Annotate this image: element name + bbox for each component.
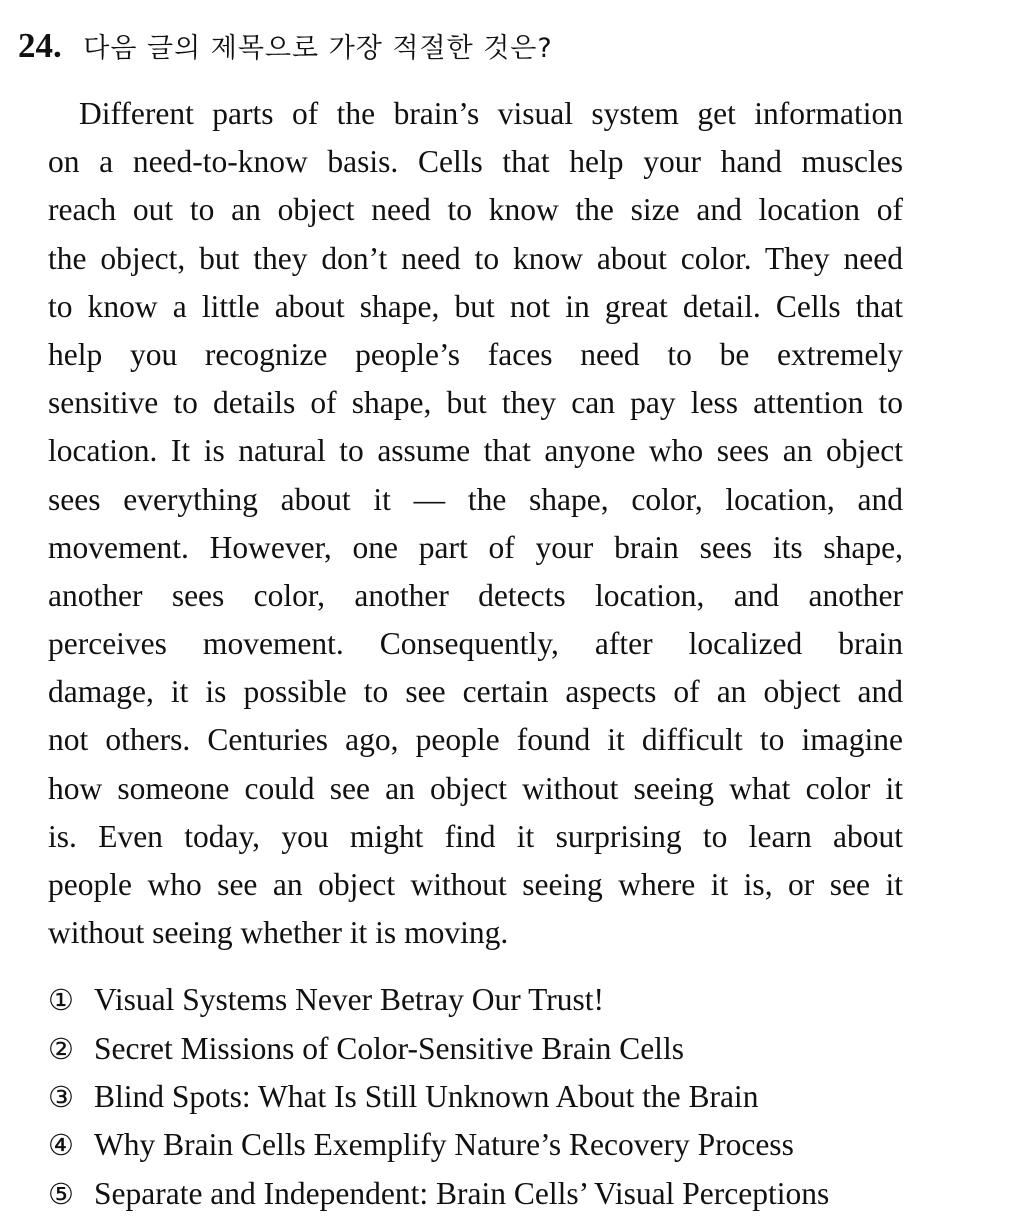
passage-line: reach out to an object need to know the size and location of [48, 192, 903, 228]
option-text: Visual Systems Never Betray Our Trust! [94, 982, 604, 1018]
passage-line: not others. Centuries ago, people found it difficult to imagine [48, 722, 903, 758]
answer-option-3[interactable] [48, 1073, 829, 1121]
passage-line: location. It is natural to assume that anyone who sees an object [48, 433, 903, 469]
passage-line: Different parts of the brain’s visual system get information [79, 96, 903, 131]
passage-line: movement. However, one part of your brain sees its shape, [48, 529, 903, 565]
option-text: Secret Missions of Color-Sensitive Brain Cells [94, 1030, 684, 1066]
passage-line: perceives movement. Consequently, after localized brain [48, 626, 903, 662]
option-text: Why Brain Cells Exemplify Nature’s Recovery Process [94, 1127, 794, 1163]
passage-line: damage, it is possible to see certain aspects of an object and [48, 674, 903, 710]
answer-options [48, 976, 829, 1218]
passage-line: another sees color, another detects location, and another [48, 577, 903, 613]
passage-line: sensitive to details of shape, but they can pay less attention to [48, 385, 903, 421]
passage-line: on a need-to-know basis. Cells that help your hand muscles [48, 144, 903, 180]
option-text: Separate and Independent: Brain Cells’ Visual Perceptions [94, 1175, 830, 1211]
passage-line: sees everything about it — the shape, color, location, and [48, 481, 903, 517]
question-prompt: 다음 글의 제목으로 가장 적절한 것은? [83, 33, 553, 64]
option-marker: ① [48, 983, 74, 1018]
passage-line: people who see an object without seeing where it is, or see it [48, 867, 903, 902]
option-marker: ③ [48, 1079, 74, 1114]
answer-option-5[interactable] [48, 1170, 829, 1218]
option-marker: ⑤ [48, 1176, 74, 1211]
passage-line: help you recognize people’s faces need to be extremely [48, 336, 903, 372]
question-header [18, 26, 553, 69]
option-text: Blind Spots: What Is Still Unknown About the Brain [94, 1078, 759, 1114]
passage-line: is. Even today, you might find it surprising to learn about [48, 818, 903, 854]
passage-line: without seeing whether it is moving. [48, 915, 509, 951]
passage [48, 90, 903, 957]
passage-line: how someone could see an object without seeing what color it [48, 770, 903, 806]
passage-line: the object, but they don’t need to know about color. They need [48, 240, 903, 276]
question-number: 24. [18, 26, 62, 65]
answer-option-2[interactable] [48, 1024, 829, 1072]
option-marker: ② [48, 1031, 74, 1066]
answer-option-1[interactable] [48, 976, 829, 1024]
option-marker: ④ [48, 1128, 74, 1163]
passage-line: to know a little about shape, but not in great detail. Cells that [48, 288, 903, 324]
answer-option-4[interactable] [48, 1121, 829, 1169]
